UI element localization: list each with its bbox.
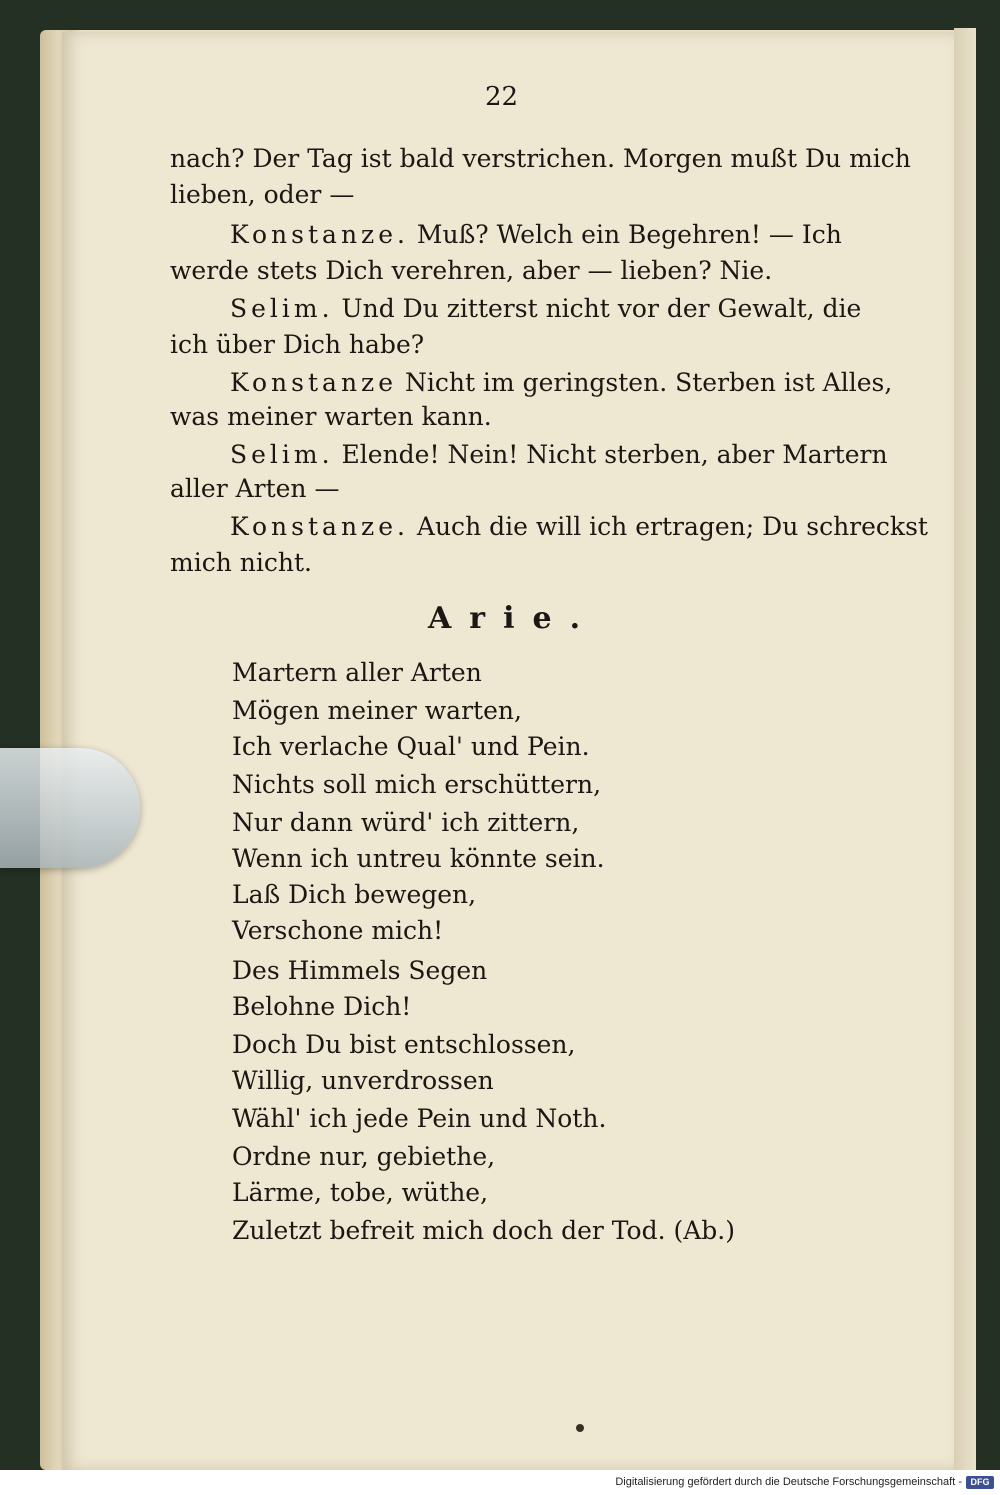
- line-text: nach? Der Tag ist bald verstrichen. Morgen mußt Du mich: [170, 144, 911, 173]
- footer-bar: [0, 1470, 1000, 1495]
- verse-line: Ich verlache Qual' und Pein.: [232, 732, 590, 761]
- verse-line: Martern aller Arten: [232, 658, 482, 687]
- verse-line: Ordne nur, gebiethe,: [232, 1142, 496, 1171]
- dialogue-line: [170, 550, 312, 575]
- verse-line: Nur dann würd' ich zittern,: [232, 808, 580, 837]
- verse-line: Wähl' ich jede Pein und Noth.: [232, 1104, 607, 1133]
- aria-heading: Arie.: [428, 601, 599, 636]
- dialogue-line: [170, 258, 772, 283]
- line-text: aller Arten —: [170, 474, 340, 503]
- dialogue-line: [170, 404, 492, 429]
- dialogue-line: [170, 182, 354, 207]
- line-text: Und Du zitterst nicht vor der Gewalt, die: [341, 294, 862, 323]
- speaker-name: Konstanze: [230, 368, 398, 397]
- line-text: Muß? Welch ein Begehren! — Ich: [416, 220, 842, 249]
- speaker-name: Selim.: [230, 440, 334, 469]
- page-number: 22: [485, 82, 519, 112]
- dialogue-line: [230, 442, 888, 467]
- verse-line: Zuletzt befreit mich doch der Tod. (Ab.): [232, 1216, 736, 1245]
- ink-dot: [576, 1424, 584, 1432]
- verse-line: Lärme, tobe, wüthe,: [232, 1178, 489, 1207]
- line-text: Elende! Nein! Nicht sterben, aber Martern: [341, 440, 888, 469]
- dialogue-line: [170, 146, 911, 171]
- speaker-name: Selim.: [230, 294, 334, 323]
- verse-line: Laß Dich bewegen,: [232, 880, 477, 909]
- verse-line: Doch Du bist entschlossen,: [232, 1030, 576, 1059]
- funding-credit: Digitalisierung gefördert durch die Deutsche Forschungsgemeinschaft -: [615, 1476, 962, 1488]
- verse-line: Des Himmels Segen: [232, 956, 488, 985]
- verse-line: Nichts soll mich erschüttern,: [232, 770, 602, 799]
- dialogue-line: [230, 296, 861, 321]
- line-text: werde stets Dich verehren, aber — lieben? Nie.: [170, 256, 773, 285]
- line-text: Auch die will ich ertragen; Du schreckst: [416, 512, 928, 541]
- speaker-name: Konstanze.: [230, 220, 409, 249]
- verse-line: Wenn ich untreu könnte sein.: [232, 844, 605, 873]
- line-text: Nicht im geringsten. Sterben ist Alles,: [404, 368, 893, 397]
- verse-line: Belohne Dich!: [232, 992, 412, 1021]
- dialogue-line: [230, 514, 928, 539]
- dialogue-line: [230, 370, 892, 395]
- dialogue-line: [170, 476, 339, 501]
- line-text: was meiner warten kann.: [170, 402, 492, 431]
- speaker-name: Konstanze.: [230, 512, 409, 541]
- line-text: ich über Dich habe?: [170, 330, 425, 359]
- line-text: lieben, oder —: [170, 180, 355, 209]
- line-text: mich nicht.: [170, 548, 312, 577]
- verse-line: Verschone mich!: [232, 916, 444, 945]
- dfg-logo: DFG: [966, 1476, 994, 1489]
- page-clip: [0, 748, 140, 868]
- verse-line: Willig, unverdrossen: [232, 1066, 494, 1095]
- facing-page-edge: [954, 28, 976, 1470]
- dialogue-line: [170, 332, 424, 357]
- dialogue-line: [230, 222, 842, 247]
- verse-line: Mögen meiner warten,: [232, 696, 522, 725]
